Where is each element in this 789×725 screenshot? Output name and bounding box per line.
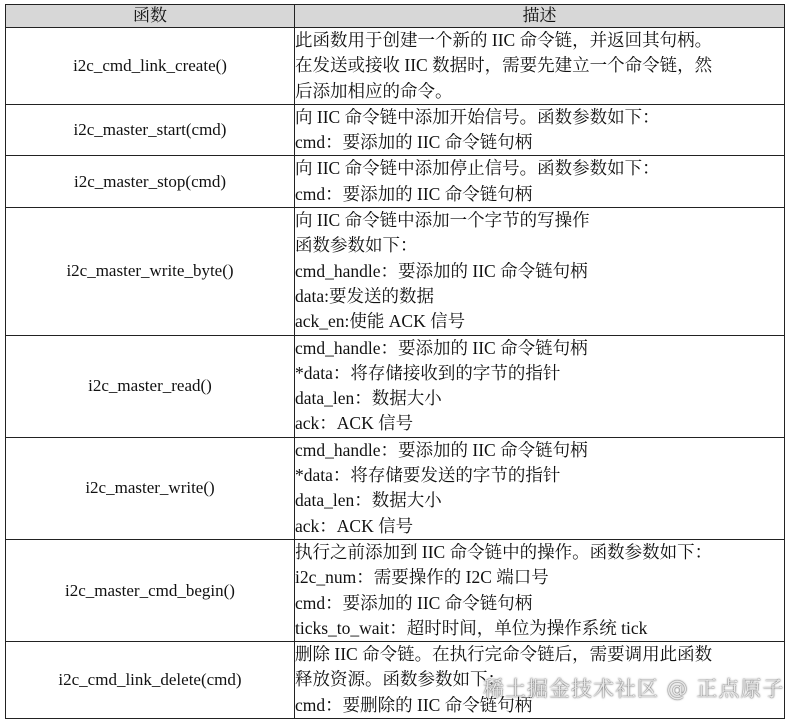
description-cell bbox=[295, 28, 785, 105]
description-line: cmd：要添加的 IIC 命令链句柄 bbox=[295, 592, 533, 613]
description-cell bbox=[295, 437, 785, 539]
description-line: 执行之前添加到 IIC 命令链中的操作。函数参数如下： bbox=[295, 541, 713, 562]
table-header-row bbox=[6, 5, 785, 28]
description-line: 删除 IIC 命令链。在执行完命令链后，需要调用此函数 bbox=[295, 644, 713, 665]
description-line: 向 IIC 命令链中添加一个字节的写操作 bbox=[295, 210, 590, 231]
header-description: 描述 bbox=[295, 5, 785, 28]
watermark: 稀土掘金技术社区 @ 正点原子 bbox=[483, 677, 785, 701]
description-cell bbox=[295, 156, 785, 208]
function-name-cell: i2c_master_start(cmd) bbox=[6, 104, 295, 156]
description-line: *data：将存储接收到的字节的指针 bbox=[295, 362, 561, 383]
description-cell bbox=[295, 208, 785, 335]
description-line: 在发送或接收 IIC 数据时，需要先建立一个命令链，然 bbox=[295, 55, 713, 76]
description-line: 函数参数如下： bbox=[295, 235, 418, 256]
function-name-cell: i2c_master_cmd_begin() bbox=[6, 539, 295, 641]
description-line: ack：ACK 信号 bbox=[295, 515, 414, 536]
table-row bbox=[6, 335, 785, 437]
description-cell bbox=[295, 539, 785, 641]
table-row bbox=[6, 156, 785, 208]
description-line: cmd_handle：要添加的 IIC 命令链句柄 bbox=[295, 337, 588, 358]
description-line: cmd_handle：要添加的 IIC 命令链句柄 bbox=[295, 260, 588, 281]
description-line: cmd：要添加的 IIC 命令链句柄 bbox=[295, 183, 533, 204]
api-function-table bbox=[5, 4, 785, 719]
table-row bbox=[6, 539, 785, 641]
table-row bbox=[6, 28, 785, 105]
description-line: i2c_num：需要操作的 I2C 端口号 bbox=[295, 567, 549, 588]
description-line: 向 IIC 命令链中添加停止信号。函数参数如下： bbox=[295, 158, 660, 179]
description-line: ticks_to_wait：超时时间，单位为操作系统 tick bbox=[295, 617, 648, 638]
description-line: data_len：数据大小 bbox=[295, 388, 442, 409]
function-name-cell: i2c_master_write_byte() bbox=[6, 208, 295, 335]
description-line: cmd：要添加的 IIC 命令链句柄 bbox=[295, 132, 533, 153]
description-cell bbox=[295, 335, 785, 437]
function-name-cell: i2c_cmd_link_delete(cmd) bbox=[6, 642, 295, 719]
table-row bbox=[6, 437, 785, 539]
description-cell bbox=[295, 104, 785, 156]
description-line: ack_en:使能 ACK 信号 bbox=[295, 311, 466, 332]
table-row bbox=[6, 208, 785, 335]
table-row bbox=[6, 104, 785, 156]
function-name-cell: i2c_cmd_link_create() bbox=[6, 28, 295, 105]
header-function: 函数 bbox=[6, 5, 295, 28]
description-line: *data：将存储要发送的字节的指针 bbox=[295, 465, 561, 486]
description-line: 后添加相应的命令。 bbox=[295, 80, 453, 101]
description-line: data:要发送的数据 bbox=[295, 285, 435, 306]
description-line: ack：ACK 信号 bbox=[295, 413, 414, 434]
description-line: 释放资源。函数参数如下： bbox=[295, 669, 505, 690]
function-name-cell: i2c_master_stop(cmd) bbox=[6, 156, 295, 208]
function-name-cell: i2c_master_write() bbox=[6, 437, 295, 539]
description-line: 向 IIC 命令链中添加开始信号。函数参数如下： bbox=[295, 106, 660, 127]
description-line: 此函数用于创建一个新的 IIC 命令链，并返回其句柄。 bbox=[295, 30, 713, 50]
description-line: cmd：要删除的 IIC 命令链句柄 bbox=[295, 694, 533, 715]
description-line: data_len：数据大小 bbox=[295, 490, 442, 511]
function-name-cell: i2c_master_read() bbox=[6, 335, 295, 437]
description-line: cmd_handle：要添加的 IIC 命令链句柄 bbox=[295, 439, 588, 460]
